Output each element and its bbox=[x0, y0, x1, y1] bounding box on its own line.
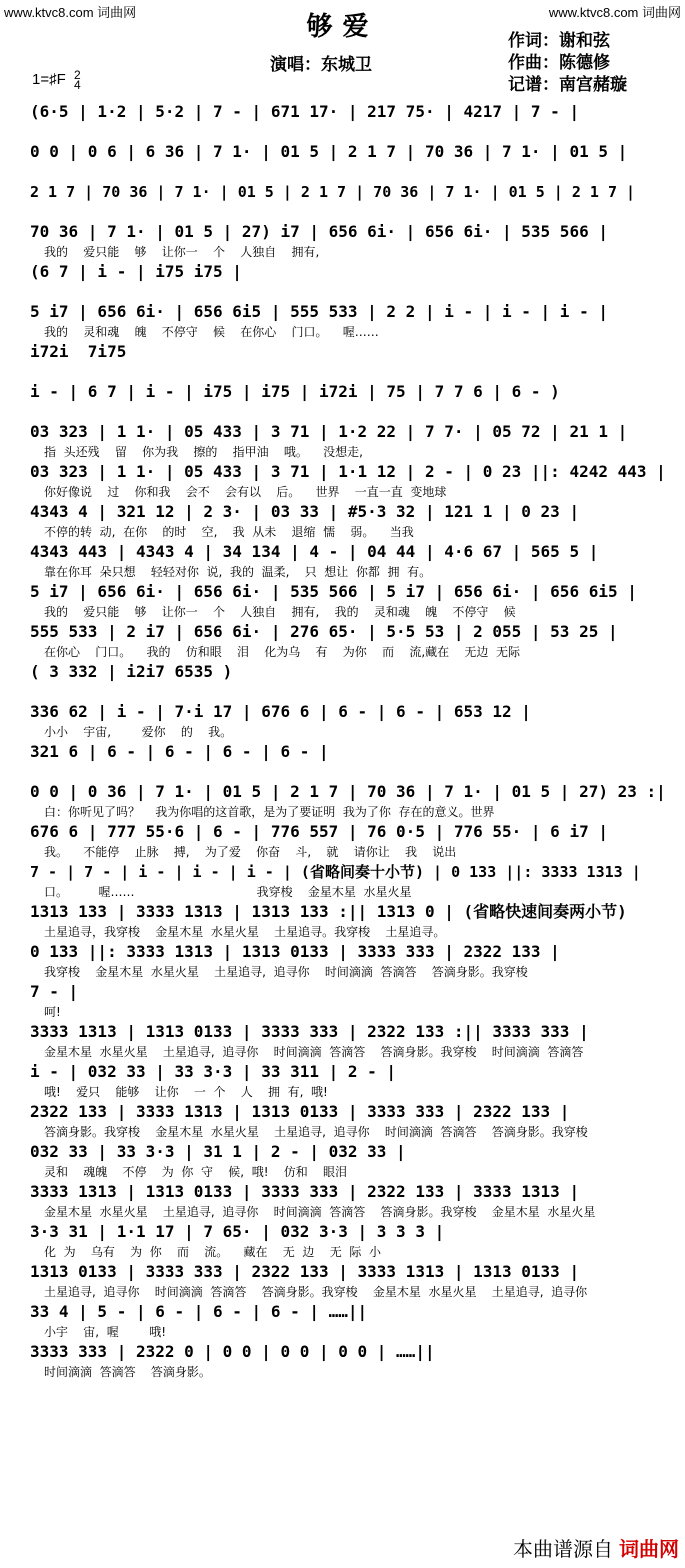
notation-line: 33 4 | 5 - | 6 - | 6 - | 6 - | ……|| bbox=[30, 1302, 368, 1321]
notation-line: 336 62 | i - | 7·i 17 | 676 6 | 6 - | 6 - | 653 12 | bbox=[30, 702, 531, 721]
lyric-line bbox=[44, 124, 670, 140]
score-system bbox=[30, 1140, 670, 1180]
score-system bbox=[30, 260, 670, 300]
score-system bbox=[30, 340, 670, 380]
notation-line: 70 36 | 7 1· | 01 5 | 27) i7 | 656 6i· | 656 6i· | 535 566 | bbox=[30, 222, 608, 241]
notation-line: 2 1 7 | 70 36 | 7 1· | 01 5 | 2 1 7 | 70 36 | 7 1· | 01 5 | 2 1 7 | bbox=[30, 183, 636, 201]
notation-line: 03 323 | 1 1· | 05 433 | 3 71 | 1·2 22 | 7 7· | 05 72 | 21 1 | bbox=[30, 422, 628, 441]
time-bottom: 4 bbox=[73, 78, 81, 92]
score-system bbox=[30, 540, 670, 580]
key-signature bbox=[32, 70, 81, 90]
lyric-line: 在你心 门口。 我的 仿和眼 泪 化为乌 有 为你 而 流,藏在 无边 无际 bbox=[44, 645, 521, 659]
lyric-line bbox=[44, 364, 670, 380]
lyric-line bbox=[44, 764, 670, 780]
notation-line: 0 0 | 0 6 | 6 36 | 7 1· | 01 5 | 2 1 7 | 70 36 | 7 1· | 01 5 | bbox=[30, 142, 628, 161]
score-system bbox=[30, 620, 670, 660]
lyric-line: 口。 喔…… 我穿梭 金星木星 水星火星 bbox=[44, 885, 412, 899]
notation-line: 1313 0133 | 3333 333 | 2322 133 | 3333 1313 | 1313 0133 | bbox=[30, 1262, 580, 1281]
notation-line: 0 0 | 0 36 | 7 1· | 01 5 | 2 1 7 | 70 36 | 7 1· | 01 5 | 27) 23 :| bbox=[30, 782, 666, 801]
score-system bbox=[30, 300, 670, 340]
song-title: 够爱 bbox=[306, 12, 379, 42]
notation-line: 032 33 | 33 3·3 | 31 1 | 2 - | 032 33 | bbox=[30, 1142, 406, 1161]
score-system bbox=[30, 140, 670, 180]
lyric-line: 金星木星 水星火星 土星追寻, 追寻你 时间滴滴 答滴答 答滴身影。我穿梭 时间滴滴 答滴答 bbox=[44, 1045, 584, 1059]
source-credit bbox=[513, 1533, 679, 1562]
lyric-line: 我穿梭 金星木星 水星火星 土星追寻, 追寻你 时间滴滴 答滴答 答滴身影。我穿梭 bbox=[44, 965, 528, 979]
watermark-left: www.ktvc8.com 词曲网 bbox=[4, 5, 137, 20]
score-system bbox=[30, 580, 670, 620]
lyric-line: 呵! bbox=[44, 1005, 61, 1019]
notation-line: 676 6 | 777 55·6 | 6 - | 776 557 | 76 0·5 | 776 55· | 6 i7 | bbox=[30, 822, 608, 841]
score-system bbox=[30, 780, 670, 820]
notation-line: 03 323 | 1 1· | 05 433 | 3 71 | 1·1 12 | 2 - | 0 23 ||: 4242 443 | bbox=[30, 462, 666, 481]
key-label: 1=♯F bbox=[32, 70, 66, 88]
source-brand: 词曲网 bbox=[619, 1537, 679, 1561]
score-system bbox=[30, 1180, 670, 1220]
score-system bbox=[30, 700, 670, 740]
lyric-line: 我的 灵和魂 魄 不停守 候 在你心 门口。 喔…… bbox=[44, 325, 379, 339]
score-system bbox=[30, 980, 670, 1020]
notation-line: i - | 6 7 | i - | i75 | i75 | i72i | 75 | 7 7 6 | 6 - ) bbox=[30, 382, 560, 401]
score-system bbox=[30, 1260, 670, 1300]
time-top: 2 bbox=[73, 68, 81, 82]
credits-block bbox=[508, 30, 627, 96]
watermark-right: www.ktvc8.com 词曲网 bbox=[548, 5, 681, 20]
notation-line: 5 i7 | 656 6i· | 656 6i· | 535 566 | 5 i7 | 656 6i· | 656 6i5 | bbox=[30, 582, 637, 601]
lyric-line: 不停的转 动, 在你 的时 空, 我 从未 退缩 懦 弱。 当我 bbox=[44, 525, 414, 539]
notation-line: (6·5 | 1·2 | 5·2 | 7 - | 671 17· | 217 75· | 4217 | 7 - | bbox=[30, 102, 580, 121]
lyric-line: 哦! 爱只 能够 让你 一 个 人 拥 有, 哦! bbox=[44, 1085, 328, 1099]
notation-line: 3333 1313 | 1313 0133 | 3333 333 | 2322 133 :|| 3333 333 | bbox=[30, 1022, 589, 1041]
lyric-line: 我的 爱只能 够 让你一 个 人独自 拥有, bbox=[44, 245, 320, 259]
singer-credit: 演唱：东城卫 bbox=[270, 55, 372, 75]
lyric-line: 土星追寻，我穿梭 金星木星 水星火星 土星追寻。我穿梭 土星追寻。 bbox=[44, 925, 446, 939]
notation-line: 0 133 ||: 3333 1313 | 1313 0133 | 3333 333 | 2322 133 | bbox=[30, 942, 560, 961]
lyric-line: 金星木星 水星火星 土星追寻, 追寻你 时间滴滴 答滴答 答滴身影。我穿梭 金星木星 水星火星 bbox=[44, 1205, 596, 1219]
notation-line: (6 7 | i - | i75 i75 | bbox=[30, 262, 242, 281]
lyric-line: 土星追寻, 追寻你 时间滴滴 答滴答 答滴身影。我穿梭 金星木星 水星火星 土星追寻, 追寻你 bbox=[44, 1285, 588, 1299]
notation-line: 4343 4 | 321 12 | 2 3· | 03 33 | #5·3 32 | 121 1 | 0 23 | bbox=[30, 502, 580, 521]
score-system bbox=[30, 220, 670, 260]
score-system bbox=[30, 1020, 670, 1060]
notation-line: 3333 1313 | 1313 0133 | 3333 333 | 2322 133 | 3333 1313 | bbox=[30, 1182, 580, 1201]
lyric-line: 你好像说 过 你和我 会不 会有以 后。 世界 一直一直 变地球 bbox=[44, 485, 447, 499]
score-system bbox=[30, 820, 670, 860]
lyric-line: 白：你听见了吗？ 我为你唱的这首歌，是为了要证明 我为了你 存在的意义。世界 bbox=[44, 805, 495, 819]
notation-line: 3333 333 | 2322 0 | 0 0 | 0 0 | 0 0 | ……|| bbox=[30, 1342, 435, 1361]
lyric-line: 灵和 魂魄 不停 为 你 守 候, 哦! 仿和 眼泪 bbox=[44, 1165, 348, 1179]
lyric-line bbox=[44, 284, 670, 300]
score-system bbox=[30, 100, 670, 140]
lyric-line: 靠在你耳 朵只想 轻轻对你 说, 我的 温柔, 只 想让 你都 拥 有。 bbox=[44, 565, 432, 579]
lyric-line: 指 头还残 留 你为我 擦的 指甲油 哦。 没想走, bbox=[44, 445, 363, 459]
lyricist-credit: 作词：谢和弦 bbox=[508, 31, 610, 51]
transcriber-credit: 记谱：南宫赭璇 bbox=[508, 75, 627, 95]
lyric-line bbox=[44, 684, 670, 700]
score-system bbox=[30, 1340, 670, 1380]
lyric-line: 小小 宇宙, 爱你 的 我。 bbox=[44, 725, 233, 739]
notation-line: i - | 032 33 | 33 3·3 | 33 311 | 2 - | bbox=[30, 1062, 397, 1081]
lyric-line: 我的 爱只能 够 让你一 个 人独自 拥有, 我的 灵和魂 魄 不停守 候 bbox=[44, 605, 516, 619]
notation-line: 7 - | 7 - | i - | i - | i - | (省略间奏十小节) | 0 133 ||: 3333 1313 | bbox=[30, 863, 641, 881]
notation-line: ( 3 332 | i2i7 6535 ) bbox=[30, 662, 233, 681]
score-system bbox=[30, 940, 670, 980]
score-system bbox=[30, 380, 670, 420]
score-system bbox=[30, 1300, 670, 1340]
lyric-line: 我。 不能停 止脉 搏, 为了爱 你奋 斗, 就 请你让 我 说出 bbox=[44, 845, 457, 859]
notation-line: 3·3 31 | 1·1 17 | 7 65· | 032 3·3 | 3 3 3 | bbox=[30, 1222, 445, 1241]
notation-line: i72i 7i75 bbox=[30, 342, 127, 361]
score-system bbox=[30, 1060, 670, 1100]
score-system bbox=[30, 1220, 670, 1260]
lyric-line: 答滴身影。我穿梭 金星木星 水星火星 土星追寻, 追寻你 时间滴滴 答滴答 答滴身影。我穿梭 bbox=[44, 1125, 588, 1139]
score-system bbox=[30, 660, 670, 700]
lyric-line: 时间滴滴 答滴答 答滴身影。 bbox=[44, 1365, 211, 1379]
score-system bbox=[30, 740, 670, 780]
score-system bbox=[30, 460, 670, 500]
score-system bbox=[30, 860, 670, 900]
score-system bbox=[30, 180, 670, 220]
lyric-line bbox=[44, 204, 670, 220]
score-system bbox=[30, 500, 670, 540]
source-prefix: 本曲谱源自 bbox=[513, 1537, 613, 1561]
notation-line: 1313 133 | 3333 1313 | 1313 133 :|| 1313 0 | (省略快速间奏两小节) bbox=[30, 902, 627, 921]
score-system bbox=[30, 900, 670, 940]
score bbox=[30, 100, 670, 1380]
notation-line: 2322 133 | 3333 1313 | 1313 0133 | 3333 333 | 2322 133 | bbox=[30, 1102, 570, 1121]
score-system bbox=[30, 420, 670, 460]
composer-credit: 作曲：陈德修 bbox=[508, 53, 610, 73]
score-system bbox=[30, 1100, 670, 1140]
lyric-line bbox=[44, 404, 670, 420]
lyric-line bbox=[44, 164, 670, 180]
notation-line: 4343 443 | 4343 4 | 34 134 | 4 - | 04 44 | 4·6 67 | 565 5 | bbox=[30, 542, 599, 561]
lyric-line: 化 为 乌有 为 你 而 流。 藏在 无 边 无 际 小 bbox=[44, 1245, 381, 1259]
notation-line: 555 533 | 2 i7 | 656 6i· | 276 65· | 5·5 53 | 2 055 | 53 25 | bbox=[30, 622, 618, 641]
notation-line: 7 - | bbox=[30, 982, 79, 1001]
notation-line: 5 i7 | 656 6i· | 656 6i5 | 555 533 | 2 2 | i - | i - | i - | bbox=[30, 302, 608, 321]
notation-line: 321 6 | 6 - | 6 - | 6 - | 6 - | bbox=[30, 742, 329, 761]
time-signature bbox=[74, 70, 81, 90]
lyric-line: 小宇 宙, 喔 哦! bbox=[44, 1325, 167, 1339]
